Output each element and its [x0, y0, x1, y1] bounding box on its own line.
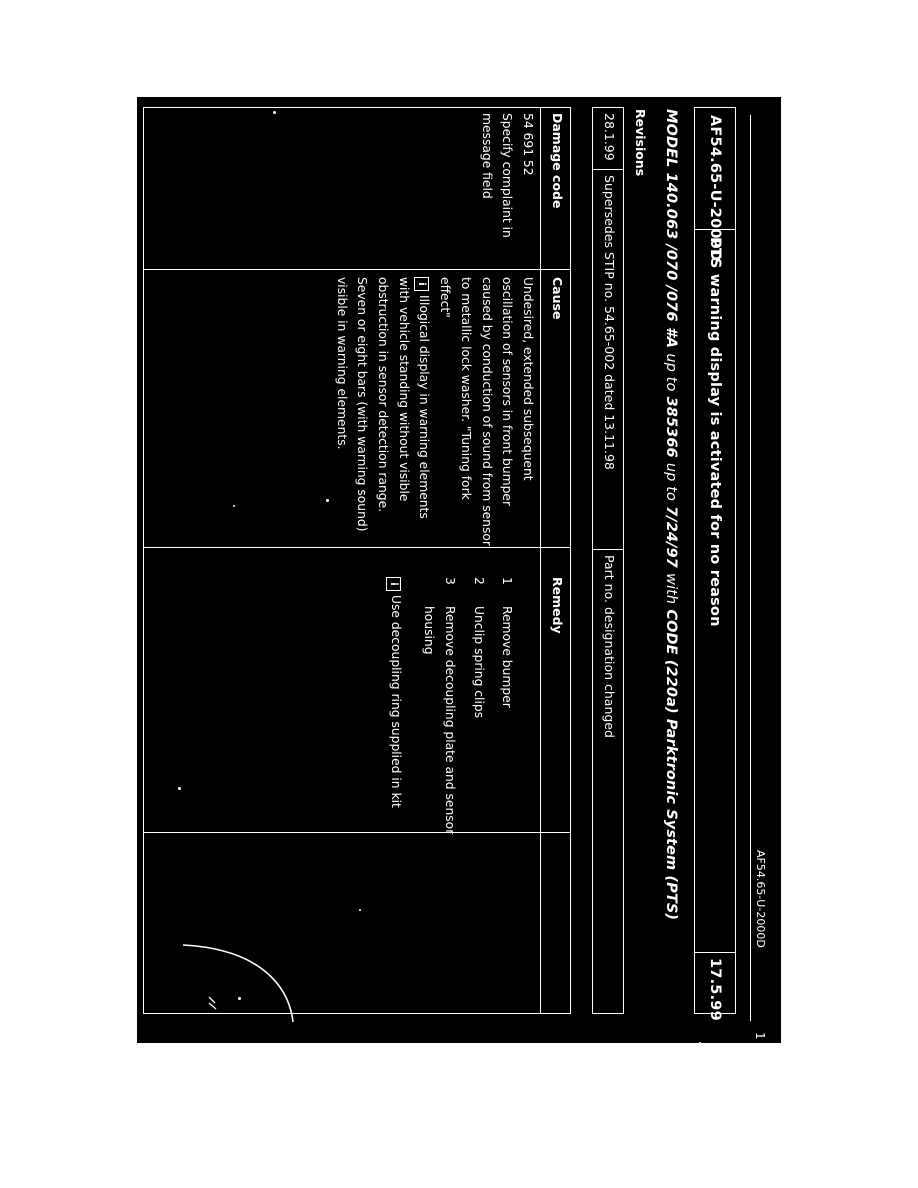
cause-line: to metallic lock washer. "Tuning fork [458, 277, 473, 500]
remedy-step-number: 1 [500, 577, 514, 585]
revisions-divider-1 [592, 169, 624, 170]
model-with: with [663, 573, 679, 605]
scan-speck [233, 505, 235, 507]
rotated-document [137, 97, 781, 1043]
table-header-rule [540, 107, 541, 1014]
cause-note-line: Seven or eight bars (with warning sound) [355, 277, 370, 532]
model-line [664, 109, 679, 920]
revision-date: 28.1.99 [602, 113, 617, 161]
remedy-step-text-continued: housing [422, 606, 436, 655]
model-system: Parktronic System (PTS) [663, 718, 679, 921]
remedy-step-number: 3 [443, 577, 457, 585]
scan-speck [273, 111, 276, 114]
model-chassis: 385366 [663, 396, 679, 458]
document-code: AF54.65-U-2000D [707, 115, 723, 262]
table-divider-1 [143, 269, 571, 270]
scan-speck [359, 909, 361, 911]
document-date: 17.5.99 [707, 958, 723, 1021]
model-up-to-2: up to [663, 462, 679, 501]
table-divider-3 [143, 832, 571, 833]
cause-line: effect" [438, 277, 453, 318]
cause-note-line: obstruction in sensor detection range. [376, 277, 391, 513]
damage-code-cell [476, 113, 538, 238]
scan-speck [178, 787, 181, 790]
cause-note [414, 277, 435, 546]
remedy-step-text: Remove bumper [500, 606, 514, 708]
revisions-label: Revisions [633, 109, 648, 177]
damage-code-line-2: message field [479, 113, 494, 199]
scanned-page [137, 97, 781, 1043]
header-cause: Cause [550, 277, 565, 320]
cause-line: Undesired, extended subsequent [521, 277, 535, 481]
damage-code-value: 54 691 52 [521, 113, 535, 176]
remedy-step-text: Remove decoupling plate and sensor [443, 606, 457, 835]
scan-speck [238, 997, 241, 1000]
model-up-to-1: up to [663, 353, 679, 392]
table-divider-2 [143, 547, 571, 548]
revision-change: Part no. designation changed [602, 555, 617, 738]
remedy-step-number: 2 [472, 577, 486, 585]
header-damage-code: Damage code [550, 113, 565, 209]
model-code: CODE (220a) [663, 609, 679, 714]
remedy-note [385, 577, 406, 808]
cause-line: caused by conduction of sound from sensor [479, 277, 494, 546]
info-icon: i [414, 277, 429, 291]
header-code: AF54.65-U-2000D [754, 850, 767, 948]
document-title: PTS warning display is activated for no reason [707, 237, 723, 627]
cause-note-line: visible in warning elements. [334, 277, 349, 450]
scan-speck [699, 1042, 701, 1043]
cause-note-line: with vehicle standing without visible [396, 277, 411, 502]
page-number: 1 [753, 1032, 767, 1040]
damage-code-line-1: Specify complaint in [500, 113, 515, 238]
header-remedy: Remedy [550, 577, 565, 634]
cause-cell [331, 277, 538, 546]
main-table [143, 107, 571, 1014]
remedy-note-text: Use decoupling ring supplied in kit [389, 595, 403, 808]
model-date: 7/24/97 [663, 506, 679, 568]
cause-note-first-line: Illogical display in warning elements [417, 295, 432, 519]
pen-scribble [171, 927, 301, 1037]
info-icon: i [386, 577, 401, 591]
revisions-divider-2 [592, 549, 624, 550]
remedy-step-text: Unclip spring clips [472, 606, 486, 719]
scan-speck [326, 499, 329, 502]
header-rule [750, 115, 751, 1021]
cause-line: oscillation of sensors in front bumper [500, 277, 515, 507]
model-prefix: MODEL 140.063 /070 /076 #A [663, 109, 679, 349]
revision-supersedes: Supersedes STIP no. 54.65-002 dated 13.11.98 [602, 175, 617, 470]
title-divider-2 [694, 952, 736, 953]
